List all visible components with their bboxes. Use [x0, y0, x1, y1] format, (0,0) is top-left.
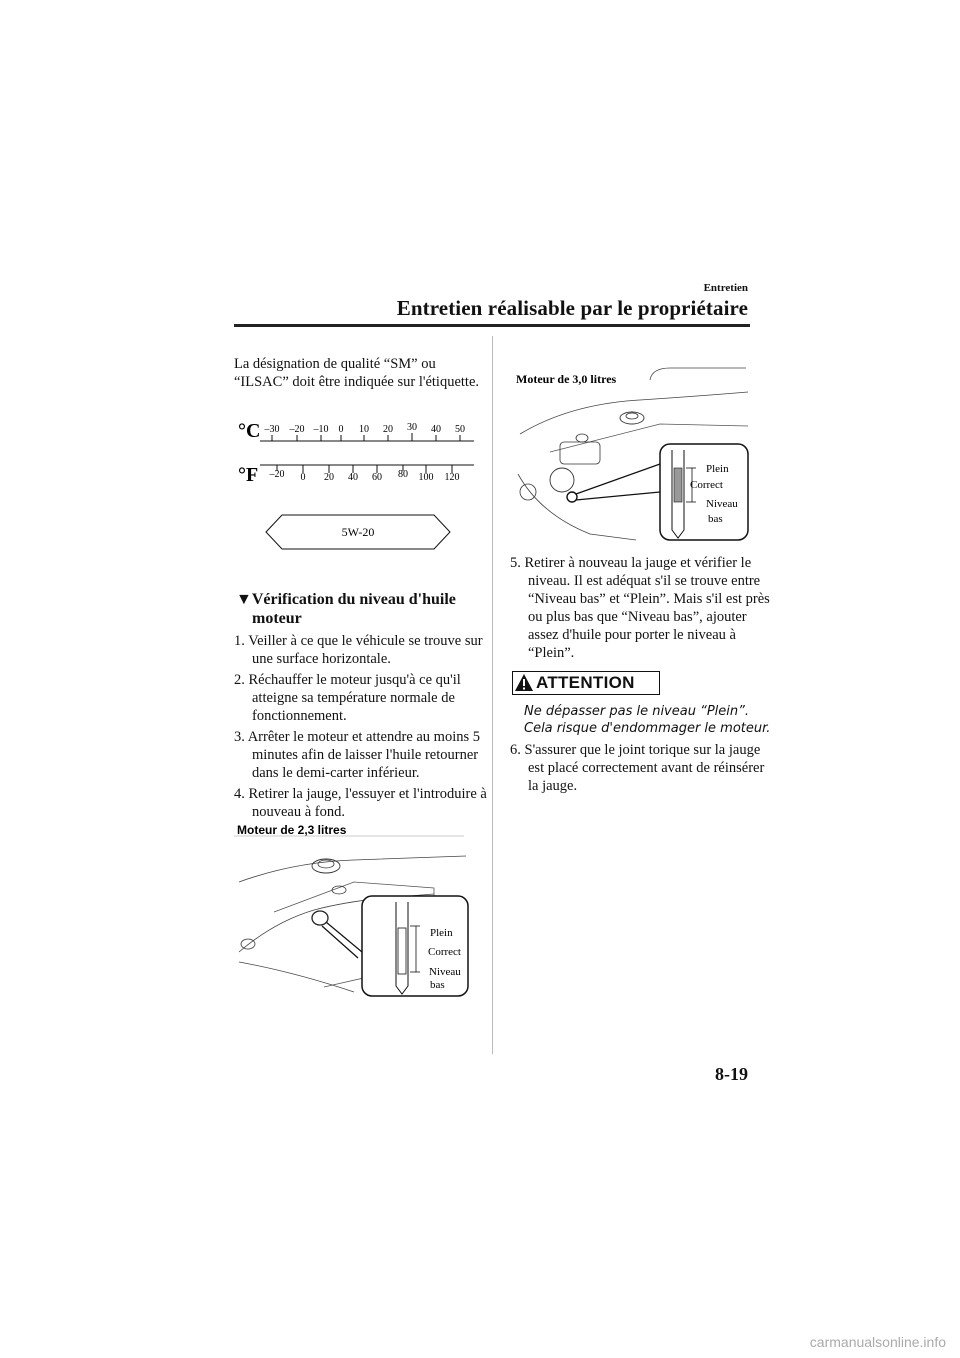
celsius-tick: 30	[407, 422, 417, 433]
header-section: Entretien	[703, 282, 748, 294]
fahrenheit-tick-group	[269, 465, 460, 483]
level-bas: bas	[708, 513, 723, 525]
engine-3-0l-figure	[510, 364, 750, 544]
fahrenheit-tick: 100	[418, 472, 434, 483]
celsius-tick-group	[264, 422, 466, 441]
celsius-tick: 40	[431, 424, 441, 435]
header-rule	[234, 324, 750, 327]
level-bas: bas	[430, 979, 445, 991]
level-niveau: Niveau	[706, 498, 738, 510]
step-4: 4. Retirer la jauge, l'essuyer et l'introduire à nouveau à fond.	[234, 786, 487, 820]
level-plein: Plein	[706, 463, 729, 475]
fahrenheit-tick: 40	[348, 472, 358, 483]
section-title-line2: moteur	[252, 610, 302, 627]
triangle-marker-icon: ▼	[236, 591, 252, 608]
celsius-unit: °C	[238, 420, 261, 442]
fahrenheit-tick: 60	[372, 472, 382, 483]
fahrenheit-tick: –20	[269, 469, 285, 480]
celsius-tick: 0	[338, 424, 344, 435]
celsius-tick: 10	[359, 424, 369, 435]
attention-note	[524, 703, 770, 737]
engine-2-3l-figure	[234, 822, 474, 1002]
figure-title-2-3l: Moteur de 2,3 litres	[237, 823, 347, 837]
fahrenheit-tick: 120	[444, 472, 460, 483]
dipstick-callout-box	[660, 444, 748, 540]
step-6: 6. S'assurer que le joint torique sur la jauge est placé correctement avant de réinsérer la jauge.	[510, 742, 765, 794]
step-1: 1. Veiller à ce que le véhicule se trouve sur une surface horizontale.	[234, 633, 483, 667]
attention-line1: Ne dépasser pas le niveau “Plein”.	[524, 704, 749, 719]
attention-label: ATTENTION	[536, 673, 635, 692]
step-2: 2. Réchauffer le moteur jusqu'à ce qu'il atteigne sa température normale de fonctionnement.	[234, 672, 461, 724]
fahrenheit-tick: 20	[324, 472, 334, 483]
watermark-text: carmanualsonline.info	[809, 1334, 946, 1350]
warning-triangle-icon	[514, 673, 534, 693]
level-niveau: Niveau	[429, 966, 461, 978]
level-plein: Plein	[430, 927, 453, 939]
page-number: 8-19	[715, 1064, 748, 1084]
oil-grade-label: 5W-20	[341, 525, 375, 539]
attention-line2: Cela risque d'endommager le moteur.	[524, 721, 771, 736]
level-correct: Correct	[690, 479, 723, 491]
figure-title-3-0l: Moteur de 3,0 litres	[516, 372, 617, 386]
temperature-viscosity-chart	[234, 415, 484, 565]
celsius-tick: –30	[264, 424, 280, 435]
section-heading	[236, 590, 486, 628]
celsius-tick: 20	[383, 424, 393, 435]
page-title: Entretien réalisable par le propriétaire	[396, 296, 748, 320]
level-correct: Correct	[428, 946, 461, 958]
section-title-line1: Vérification du niveau d'huile	[251, 591, 456, 608]
fahrenheit-tick: 80	[398, 469, 408, 480]
celsius-tick: 50	[455, 424, 465, 435]
step-5: 5. Retirer à nouveau la jauge et vérifier le niveau. Il est adéquat s'il se trouve entre “Niveau bas” et “Plein”. Mais s'il est près ou plus bas que “Niveau bas”, ajouter assez d'huile pour porter le niveau à “Plein”.	[510, 555, 770, 661]
step-3: 3. Arrêter le moteur et attendre au moins 5 minutes afin de laisser l'huile retourner dans le demi-carter inférieur.	[234, 729, 481, 781]
fahrenheit-unit: °F	[238, 464, 259, 486]
intro-text: La désignation de qualité “SM” ou “ILSAC” doit être indiquée sur l'étiquette.	[234, 356, 480, 390]
celsius-tick: –20	[289, 424, 305, 435]
fahrenheit-tick: 0	[300, 472, 306, 483]
celsius-tick: –10	[313, 424, 329, 435]
